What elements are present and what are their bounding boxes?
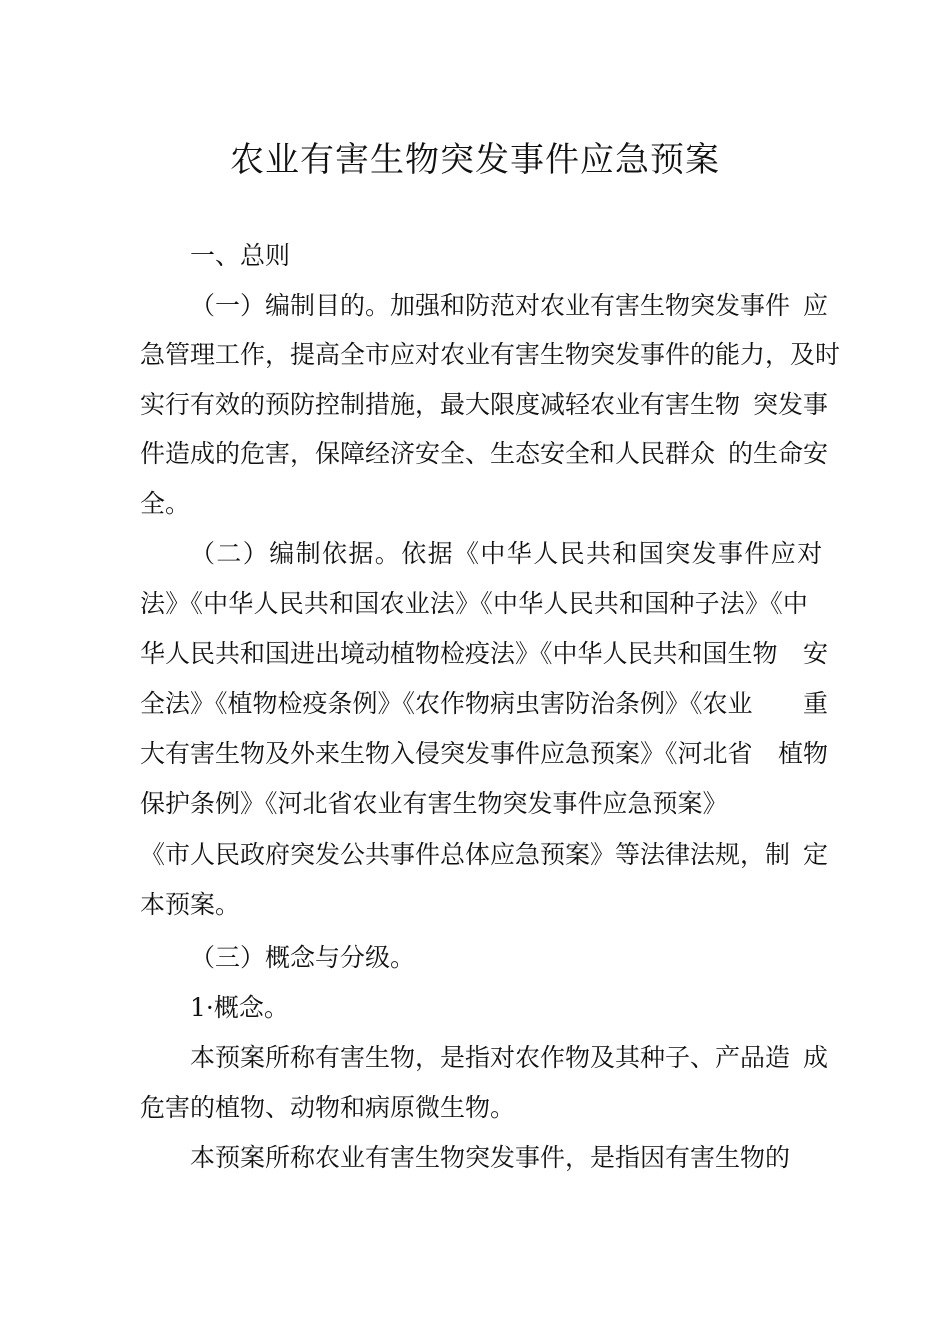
paragraph-purpose-line-2: 急管理工作，提高全市应对农业有害生物突发事件的能力， 及时 bbox=[140, 340, 841, 369]
subsection-heading-concept: 1·概念。 bbox=[190, 993, 289, 1022]
paragraph-purpose-line-3: 实行有效的预防控制措施，最大限度减轻农业有害生物 突发事 bbox=[140, 390, 828, 419]
section-heading-general: 一、总则 bbox=[190, 241, 291, 270]
section-heading-concept-grading: （三）概念与分级。 bbox=[190, 943, 416, 972]
paragraph-basis-line-2: 法》《中华人民共和国农业法》《中华人民共和国种子法》《中 bbox=[140, 589, 809, 618]
paragraph-basis-line-7: 《市人民政府突发公共事件总体应急预案》等法律法规，制 定 bbox=[140, 840, 828, 869]
paragraph-incident-definition-line-1: 本预案所称农业有害生物突发事件，是指因有害生物的 bbox=[190, 1143, 791, 1172]
paragraph-purpose-line-1: （一）编制目的。加强和防范对农业有害生物突发事件 应 bbox=[190, 291, 828, 320]
paragraph-purpose-line-4: 件造成的危害，保障经济安全、生态安全和人民群众 的生命安 bbox=[140, 439, 828, 468]
paragraph-basis-line-5: 大有害生物及外来生物入侵突发事件应急预案》《河北省 植物 bbox=[140, 739, 828, 768]
paragraph-basis-line-3: 华人民共和国进出境动植物检疫法》《中华人民共和国生物 安 bbox=[140, 639, 828, 668]
paragraph-basis-line-1: （二）编制依据。依据《中华人民共和国突发事件应对 bbox=[190, 539, 824, 568]
document-title: 农业有害生物突发事件应急预案 bbox=[230, 140, 720, 180]
paragraph-purpose-line-5: 全。 bbox=[140, 489, 191, 518]
paragraph-basis-line-8: 本预案。 bbox=[140, 890, 241, 919]
paragraph-pest-definition-line-1: 本预案所称有害生物，是指对农作物及其种子、产品造 成 bbox=[190, 1043, 828, 1072]
paragraph-pest-definition-line-2: 危害的植物、动物和病原微生物。 bbox=[140, 1093, 516, 1122]
paragraph-basis-line-4: 全法》《植物检疫条例》《农作物病虫害防治条例》《农业 重 bbox=[140, 689, 828, 718]
paragraph-basis-line-6: 保护条例》《河北省农业有害生物突发事件应急预案》 bbox=[140, 789, 728, 818]
